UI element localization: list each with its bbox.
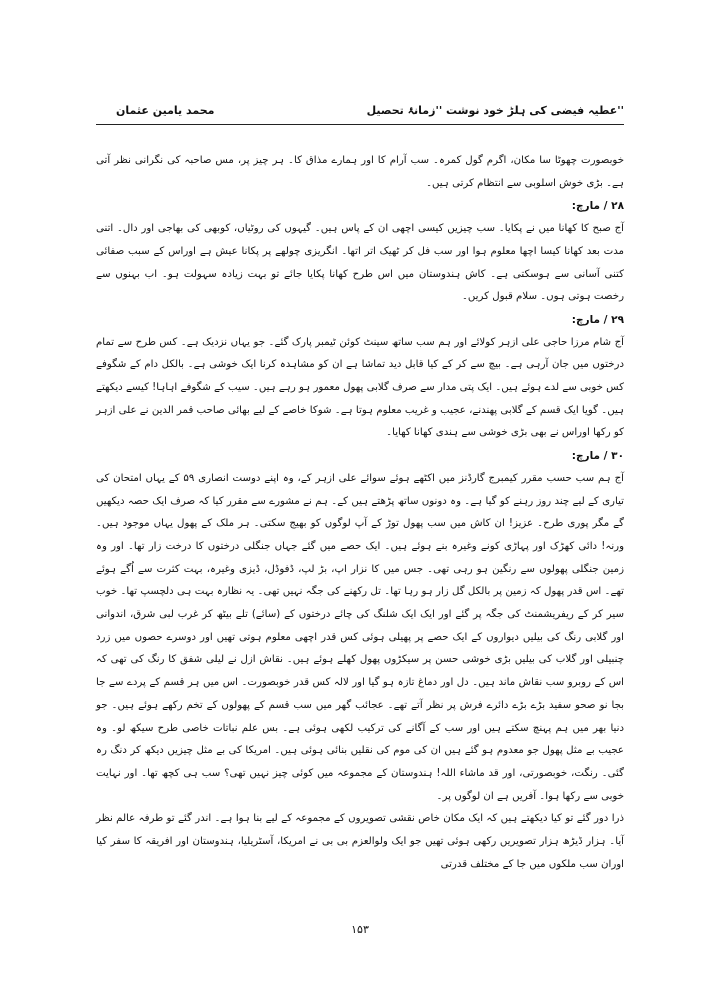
date-heading-28-march: ۲۸ / مارچ: — [571, 200, 624, 213]
date-heading-29-march: ۲۹ / مارچ: — [571, 313, 624, 326]
paragraph-5: ذرا دور گئے تو کیا دیکھتے ہیں کہ ایک مکان خاص نقشی تصویروں کے مجموعہ کے لیے بنا ہوا ہے۔ اندر گئے تو طرفہ عالم نظر آیا۔ ہزار ڈیڑھ ہزار تصویریں رکھی ہوئی تھیں جو ایک ولوالعزم بی بی نے امریکا، آسٹریلیا، ہندوستان اور افریقہ کا سفر کیا اوران سب ملکوں میں جا کے مختلف قدرتی — [96, 813, 624, 870]
running-header — [96, 104, 624, 122]
paragraph-4: آج ہم سب حسب مقرر کیمبرج گارڈنز میں اکٹھے ہوئے سوائے علی ازہر کے، وہ اپنے دوست انصاری ۵۹ کے یہاں امتحان کی تیاری کے لیے چند روز رہنے کو گیا ہے۔ وہ دونوں ساتھ پڑھتے ہیں کے۔ ہم نے مشورے سے مقرر کیا کہ صرف ایک حصہ دیکھیں گے مگر پوری طرح۔ عزیز! ان کاش میں سب پھول توڑ کے آپ لوگوں کو بھیج سکتی۔ ہر ملک کے پھول یہاں موجود ہیں۔ ورنہ! دائی کھڑک اور پہاڑی کونے وغیرہ بنے ہوئے ہیں۔ ایک حصے میں گئے جہاں جنگلی درختوں کا درخت زار تھا۔ اور وہ زمین جنگلی پھولوں سے رنگین ہو رہی تھی۔ جس میں کا نزار اپ، بڑ لپ، ڈفوڈل، ڈیزی وغیرہ، بہت کثرت سے اُگے ہوئے تھے۔ اس قدر پھول کہ زمین پر بالکل گل زار ہو رہا تھا۔ تل رکھنے کی جگہ نہیں تھی۔ یہ نظارہ بہت ہی دلچسپ تھا۔ خوب سیر کر کے ریفریشمنٹ کی جگہ پر گئے اور ایک ایک شلنگ کی چائے درختوں کے (سائے) تلے بیٹھ کر غرب لبی شرق، اندوانی اور گلابی رنگ کی بیلیں دیواروں کے ایک حصے پر پھیلی ہوئی کس قدر اچھی معلوم ہوتی تھیں اور دوسرے حصوں میں زرد چنبیلی اور گلاب کی بیلیں بڑی خوشی حسن پر سیکڑوں پھول کھلے ہوئے ہیں۔ نقاش ازل نے لیلی شفق کا رنگ کی تھی کہ اس کے روبرو سب نقاش ماند ہیں۔ دل اور دماغ تازہ ہو گیا اور لالہ کس قدر خوبصورت۔ اس میں ہر قسم کے پردے سے جا بجا نو صحو سفید بڑے بڑے دائرے فرش پر نظر آتے تھے۔ عجائب گھر میں سب قسم کے پھولوں کے تخم رکھے ہوئے ہیں۔ جو دنیا بھر میں ہم پہنچ سکتے ہیں اور سب کے آگانے کی ترکیب لکھی ہوئی ہے۔ بس علم نباتات خاصی طرح سیکھ لو۔ وہ عجیب بے مثل پھول جو معدوم ہو گئے ہیں ان کی موم کی نقلیں بنائی ہوئی ہیں۔ امریکا کی بے مثل چیزیں دیکھ کر دنگ رہ گئی۔ رنگت، خوبصورتی، اور قد ماشاء اللہ! ہندوستان کے مجموعہ میں کوئی چیز نہیں تھی؟ سب ہی کچھ تھا۔ اور نہایت خوبی سے رکھا ہوا۔ آفریں ہے ان لوگوں پر۔ — [96, 472, 624, 802]
author-name: محمد یامین عثمان — [116, 104, 215, 117]
date-heading-30-march: ۳۰ / مارچ: — [571, 450, 624, 463]
body-text — [96, 150, 624, 877]
header-rule — [96, 124, 624, 125]
book-title: عطیہ فیضی کی ہلڑ خود نوشت ''زمانۂ تحصیل'' — [366, 104, 624, 117]
paragraph-1: خوبصورت چھوٹا سا مکان، اگرم گول کمرہ۔ سب آرام کا اور ہمارے مذاق کا۔ ہر چیز پر، مس صاحبہ کی نگرانی نظر آتی ہے۔ بڑی خوش اسلوبی سے انتظام کرتی ہیں۔ — [96, 155, 624, 189]
paragraph-3: آج شام مرزا حاجی علی ازہر کولائے اور ہم سب ساتھ سینٹ کوئن ٹیمبر پارک گئے۔ جو یہاں نزدیک ہے۔ کس طرح سے تمام درختوں میں جان آرہی ہے۔ بیچ سے کر کے کیا قابل دید تماشا ہے ان کو مشاہدہ کرنا ایک خوشی ہے۔ بالکل دام کے شگوفے کس خوبی سے لدے ہوئے ہیں۔ ایک پتی مدار سے صرف گلابی پھول معمور ہو رہے ہیں۔ سیب کے شگوفے اہاہا! کیسے دیکھتے ہیں۔ گویا ایک قسم کے گلابی پھندنے، عجیب و غریب معلوم ہوتا ہے۔ شوکا خاصے کے لیے بھائی صاحب قمر الدین نے علی ازہر کو رکھا اوراس نے بھی بڑی خوشی سے ہندی کھانا کھایا۔ — [95, 336, 624, 439]
paragraph-2: آج صبح کا کھانا میں نے پکایا۔ سب چیزیں کیسی اچھی ان کے پاس ہیں۔ گیہوں کی روٹیاں، کوبھی کی بھاجی اور دال۔ اتنی مدت بعد کھانا کیسا اچھا معلوم ہوا اور سب فل کر ٹھیک اتر اتھا۔ انگریزی چولھے پر پکانا عیش ہے اوراس کے سبب صفائی کتنی آسانی سے ہوسکتی ہے۔ کاش ہندوستان میں اس طرح کھانا پکایا جائے تو بہت زیادہ سہولت ہو۔ اب بہنوں سے رخصت ہوتی ہوں۔ سلام قبول کریں۔ — [96, 223, 624, 303]
page-number: ۱۵۳ — [351, 923, 369, 936]
